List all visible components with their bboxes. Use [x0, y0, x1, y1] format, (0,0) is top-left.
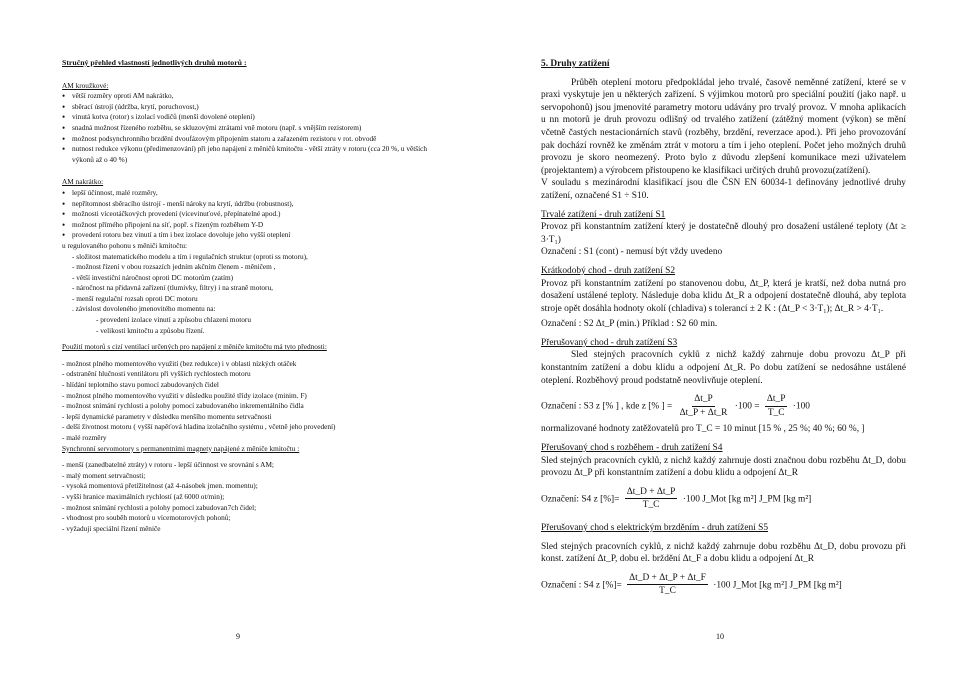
list-item: - vysoká momentová přetížitelnost (až 4-násobek jmen. momentu);: [62, 481, 258, 491]
page-number: 9: [236, 632, 240, 641]
right-column: [541, 58, 906, 602]
left-column: [62, 58, 442, 534]
am-krouzkove-heading: AM kroužkové:: [62, 80, 109, 90]
s4-label: Označení: S4 z [%]=: [541, 494, 620, 505]
list-item: - lepší dynamické parametry v důsledku menšího momentu setrvačnosti: [62, 411, 272, 421]
list-item: - vyžadují speciální řízení měniče: [62, 523, 161, 533]
list-item: • provedení rotoru bez vinutí a tím i bez izolace dovoluje jeho vyšší oteplení: [62, 230, 442, 241]
page-number: 10: [716, 632, 724, 641]
list-item: • nepřítomnost sběracího ústrojí - menší nároky na krytí, údržbu (robustnost),: [62, 199, 442, 210]
list-item: - možnost snímání rychlosti a polohy pomocí zabudovaného inkrementálního čidla: [62, 401, 304, 411]
s3-times-b: ·100: [792, 401, 810, 412]
list-item: - možnost řízení v obou rozsazích jedním akčním členem - měničem ,: [72, 262, 276, 272]
fraction-numerator: Δt_D + Δt_P: [625, 486, 678, 500]
fraction-denominator: Δt_P + Δt_R: [679, 407, 728, 418]
s4-tail: ·100 J_Mot [kg m²] J_PM [kg m²]: [682, 494, 812, 505]
s5-formula: [541, 572, 906, 598]
list-item: - provedení izolace vinutí a způsobu chlazení motoru: [96, 315, 252, 325]
list-item: - malý moment setrvačnosti;: [62, 470, 146, 480]
am-krouzkove-list: [62, 91, 442, 165]
s2-label: Označení : S2 Δt_P (min.) Příklad : S2 60 min.: [541, 319, 718, 330]
list-item: - delší životnost motoru ( vyšší napěťová hladina izolačního systému , včetně jeho provedení): [62, 422, 336, 432]
intro-paragraph: V souladu s mezinárodní klasifikací jsou dle ČSN EN 60034-1 definovány jednotlivé druhy zatížení, označené S1 ÷ S10.: [541, 178, 906, 201]
fraction-denominator: T_C: [642, 500, 660, 511]
pouziti-list: [62, 359, 442, 444]
fraction-denominator: T_C: [659, 586, 676, 597]
s1-label: Označení : S1 (cont) - nemusí být vždy uvedeno: [541, 247, 723, 258]
s3-formula: [541, 393, 906, 419]
fraction-numerator: Δt_D + Δt_P + Δt_F: [627, 572, 708, 586]
list-item: • možnosti víceotáčkových provedení (vícevinuťové, přepínatelné apod.): [62, 209, 442, 220]
list-item: - malé rozměry: [62, 433, 107, 442]
s2-text: Provoz při konstantním zatížení po stanovenou dobu, Δt_P, která je kratší, než doba nutná pro dosažení ustálené teploty. Následuje doba klidu Δt_R a odpojení dostatečně dlouhá, aby teplota stroje opět dosáhla hodnoty okolí (chladiva) s tolerancí ± 2 K : (Δt_P < 3·T₁); Δt_R > 4·T₁.: [541, 278, 906, 314]
list-item: - možnost plného momentového využití v důsledku použité třídy izolace (minim. F): [62, 390, 307, 400]
s1-text-body: Provoz při konstantním zatížení který je dostatečně dlouhý pro dosažení ustálené teploty: [541, 222, 883, 233]
fraction-numerator: Δt_P: [765, 393, 788, 407]
s4-text: Sled stejných pracovních cyklů, z nichž každý zahrnuje dosti značnou dobu rozběhu Δt_D, dobu provozu Δt_P při konstantním zatížení a dobu klidu a odpojení Δt_R: [541, 455, 906, 479]
s5-label: Označení : S4 z [%]=: [541, 580, 622, 591]
section-heading: 5. Druhy zatížení: [541, 59, 610, 69]
s5-text: Sled stejných pracovních cyklů, z nichž každý zahrnuje dobu rozběhu Δt_D, dobu provozu při konst. zatížení Δt_P, dobu el. brždění Δt_F a dobu klidu a odpojení Δt_R: [541, 541, 906, 565]
am-nakratko-list: [62, 188, 442, 241]
s3-fraction-2: [765, 393, 788, 419]
list-item: • větší rozměry oproti AM nakrátko,: [62, 91, 442, 102]
zavislost-list: [62, 315, 442, 336]
s2-heading: Krátkodobý chod - druh zatížení S2: [541, 265, 676, 276]
list-item: - menší regulační rozsah oproti DC motoru: [72, 293, 198, 303]
list-item: - odstranění hlučnosti ventilátoru při vyšších rychlostech motoru: [62, 369, 251, 379]
s1-text: [541, 221, 906, 246]
zavislost-intro: . závislost dovoleného jmenovitého momentu na:: [72, 304, 216, 314]
s4-formula: [541, 486, 906, 512]
s4-fraction: [625, 486, 678, 512]
list-item: • snadná možnost řízeného rozběhu, se skluzovými ztrátami vně motoru (např. s vnějším rezistorem): [62, 123, 442, 134]
s3-fraction-1: [678, 393, 730, 419]
list-item: • sběrací ústrojí (údržba, krytí, poruchovost,): [62, 102, 442, 113]
synchronni-heading: Synchronní servomotory s permanentními magnety napájené z měniče kmitočtu :: [62, 443, 300, 453]
list-item: - vyšší hranice maximálních rychlostí (až 6000 ot/min);: [62, 491, 225, 501]
pouziti-heading: Použití motorů s cizí ventilací určených pro napájení z měniče kmitočtu má tyto přednosti:: [62, 342, 327, 352]
regul-intro: u regulovaného pohonu s měniči kmitočtu:: [62, 240, 188, 250]
fraction-numerator: Δt_P: [692, 393, 715, 407]
list-item: - možnost snímání rychlosti a polohy pomocí zabudovan7ch čidel;: [62, 502, 257, 512]
fraction-denominator: T_C: [767, 407, 785, 418]
am-nakratko-heading: AM nakrátko:: [62, 177, 104, 187]
s1-formula: (Δt ≥ 3·T₁): [541, 222, 907, 245]
regul-list: [62, 252, 442, 316]
synchronni-list: [62, 460, 442, 534]
s5-heading: Přerušovaný chod s elektrickým brzděním - druh zatížení S5: [541, 523, 769, 533]
list-item: - možnost plného momentového využití (bez redukce) i v oblasti nízkých otáček: [62, 358, 297, 368]
s3-label: Označení : S3 z [% ] , kde z [% ] =: [541, 401, 673, 412]
list-item: - vhodnost pro souběh motorů u vícemotorových pohonů;: [62, 513, 231, 523]
list-item: - velikosti kmitočtu a způsobu řízení.: [96, 325, 205, 335]
s4-heading: Přerušovaný chod s rozběhem - druh zatížení S4: [541, 443, 723, 454]
page-title: Stručný přehled vlastností jednotlivých druhů motorů :: [62, 58, 247, 67]
list-item: - menší (zanedbatelné ztráty) v rotoru - lepší účinnost ve srovnání s AM;: [62, 460, 274, 470]
s1-heading: Trvalé zatížení - druh zatížení S1: [541, 209, 666, 220]
list-item: • možnost přímého připojení na síť, popř. s řízeným rozběhem Y-D: [62, 220, 442, 231]
s3-heading: Přerušovaný chod - druh zatížení S3: [541, 337, 678, 348]
list-item: • vinutá kotva (rotor) s izolací vodičů (menší dovolené oteplení): [62, 112, 442, 123]
intro-paragraph: Průběh oteplení motoru předpokládal jeho trvalé, časově neměnné zatížení, které se v praxi vyskytuje jen u některých zařízení. S výjimkou motorů pro speciální použití (jako např. u servopohonů) jsou jmenovité parametry motoru udávány pro trvalý provoz. V mnoha aplikacích u nn motorů je druh provozu odlišný od trvalého zatížení (zátěžný moment (výkon) se mění včetně častých nestacionárních stavů (rozběhy, brzdění, reverzace apod.). Při jeho provozování pak dochází rovněž ke změnám ztrát v motoru a tím i jeho oteplení. Počet jeho možných druhů provozu je skoro neomezený. Proto bylo z důvodu zlepšení komunikace mezi uživatelem (projektantem) a výrobcem přistoupeno ke klasifikaci určitých druhů provozu(zatížení).: [541, 77, 906, 176]
list-item: • nutnost redukce výkonu (předimenzování) při jeho napájení z měničů kmitočtu - větší ztráty v rotoru (cca 20 %, u větších výkonů až o 40 %): [62, 144, 442, 165]
list-item: • lepší účinnost, malé rozměry,: [62, 188, 442, 199]
s3-text: Sled stejných pracovních cyklů z nichž každý zahrnuje dobu provozu Δt_P při konstantním zatížení a dobu klidu a odpojení Δt_R. Po dobu zatížení se nedosáhne ustálené oteplení. Rozběhový proud podstatně neovlivňuje oteplení.: [541, 350, 906, 386]
s5-fraction: [627, 572, 708, 598]
s3-times: ·100 =: [734, 401, 760, 412]
list-item: • možnost podsynchronního brzdění dvoufázovým připojením statoru a zařazeném rezistoru v rot. obvodě: [62, 134, 442, 145]
list-item: - větší investiční náročnost oproti DC motorům (zatím): [72, 272, 234, 282]
list-item: - náročnost na přidavná zařízení (tlumivky, filtry) i na straně motoru,: [72, 283, 273, 293]
s3-norm: normalizované hodnoty zatěžovatelů pro T_C = 10 minut [15 % , 25 %; 40 %; 60 %, ]: [541, 424, 865, 435]
s5-tail: ·100 J_Mot [kg m²] J_PM [kg m²]: [713, 580, 842, 591]
list-item: - složitost matematického modelu a tím i regulačních struktur (oproti ss motoru),: [72, 251, 308, 261]
list-item: - hlídání teplotního stavu pomocí zabudovaných čidel: [62, 380, 219, 390]
